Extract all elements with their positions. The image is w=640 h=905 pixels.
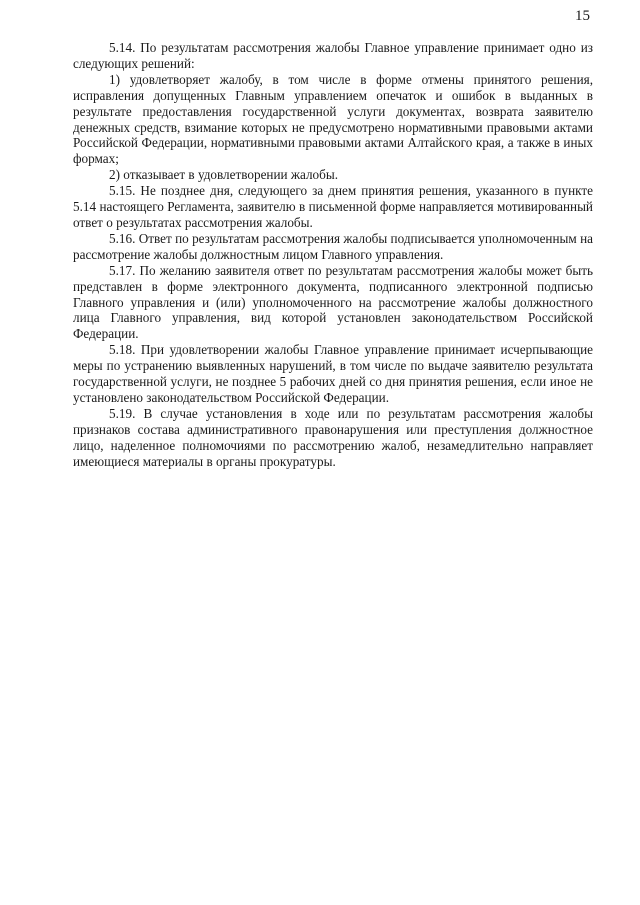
paragraph-5-19: 5.19. В случае установления в ходе или по результатам рассмотрения жалобы признаков состава административного правонарушения или преступления должностное лицо, наделенное полномочиями по рассмотрению жалоб, незамедлительно направляет имеющиеся материалы в органы прокуратуры. <box>73 405 593 469</box>
paragraph-5-14-option-1: 1) удовлетворяет жалобу, в том числе в форме отмены принятого решения, исправления допущенных Главным управлением опечаток и ошибок в выданных в результате предоставления государственной услуги документах, возврата заявителю денежных средств, взимание которых не предусмотрено нормативными правовыми актами Российской Федерации, нормативными правовыми актами Алтайского края, а также в иных формах; <box>73 71 593 167</box>
paragraph-5-14: 5.14. По результатам рассмотрения жалобы Главное управление принимает одно из следующих решений: <box>73 40 593 71</box>
paragraph-5-16: 5.16. Ответ по результатам рассмотрения жалобы подписывается уполномоченным на рассмотрение жалобы должностным лицом Главного управления. <box>73 230 593 262</box>
paragraph-5-18: 5.18. При удовлетворении жалобы Главное управление принимает исчерпывающие меры по устранению выявленных нарушений, в том числе по выдаче заявителю результата государственной услуги, не позднее 5 рабочих дней со дня принятия решения, если иное не установлено законодательством Российской Федерации. <box>73 342 593 405</box>
paragraph-5-15: 5.15. Не позднее дня, следующего за днем принятия решения, указанного в пункте 5.14 настоящего Регламента, заявителю в письменной форме направляется мотивированный ответ о результатах рассмотрения жалобы. <box>73 183 593 230</box>
document-body <box>73 40 593 469</box>
paragraph-5-14-option-2: 2) отказывает в удовлетворении жалобы. <box>109 167 339 183</box>
paragraph-5-17: 5.17. По желанию заявителя ответ по результатам рассмотрения жалобы может быть представлен в форме электронного документа, подписанного электронной подписью Главного управления и (или) уполномоченного на рассмотрение жалобы должностного лица Главного управления, вид которой установлен законодательством Российской Федерации. <box>73 262 593 342</box>
page-number: 15 <box>575 8 590 24</box>
